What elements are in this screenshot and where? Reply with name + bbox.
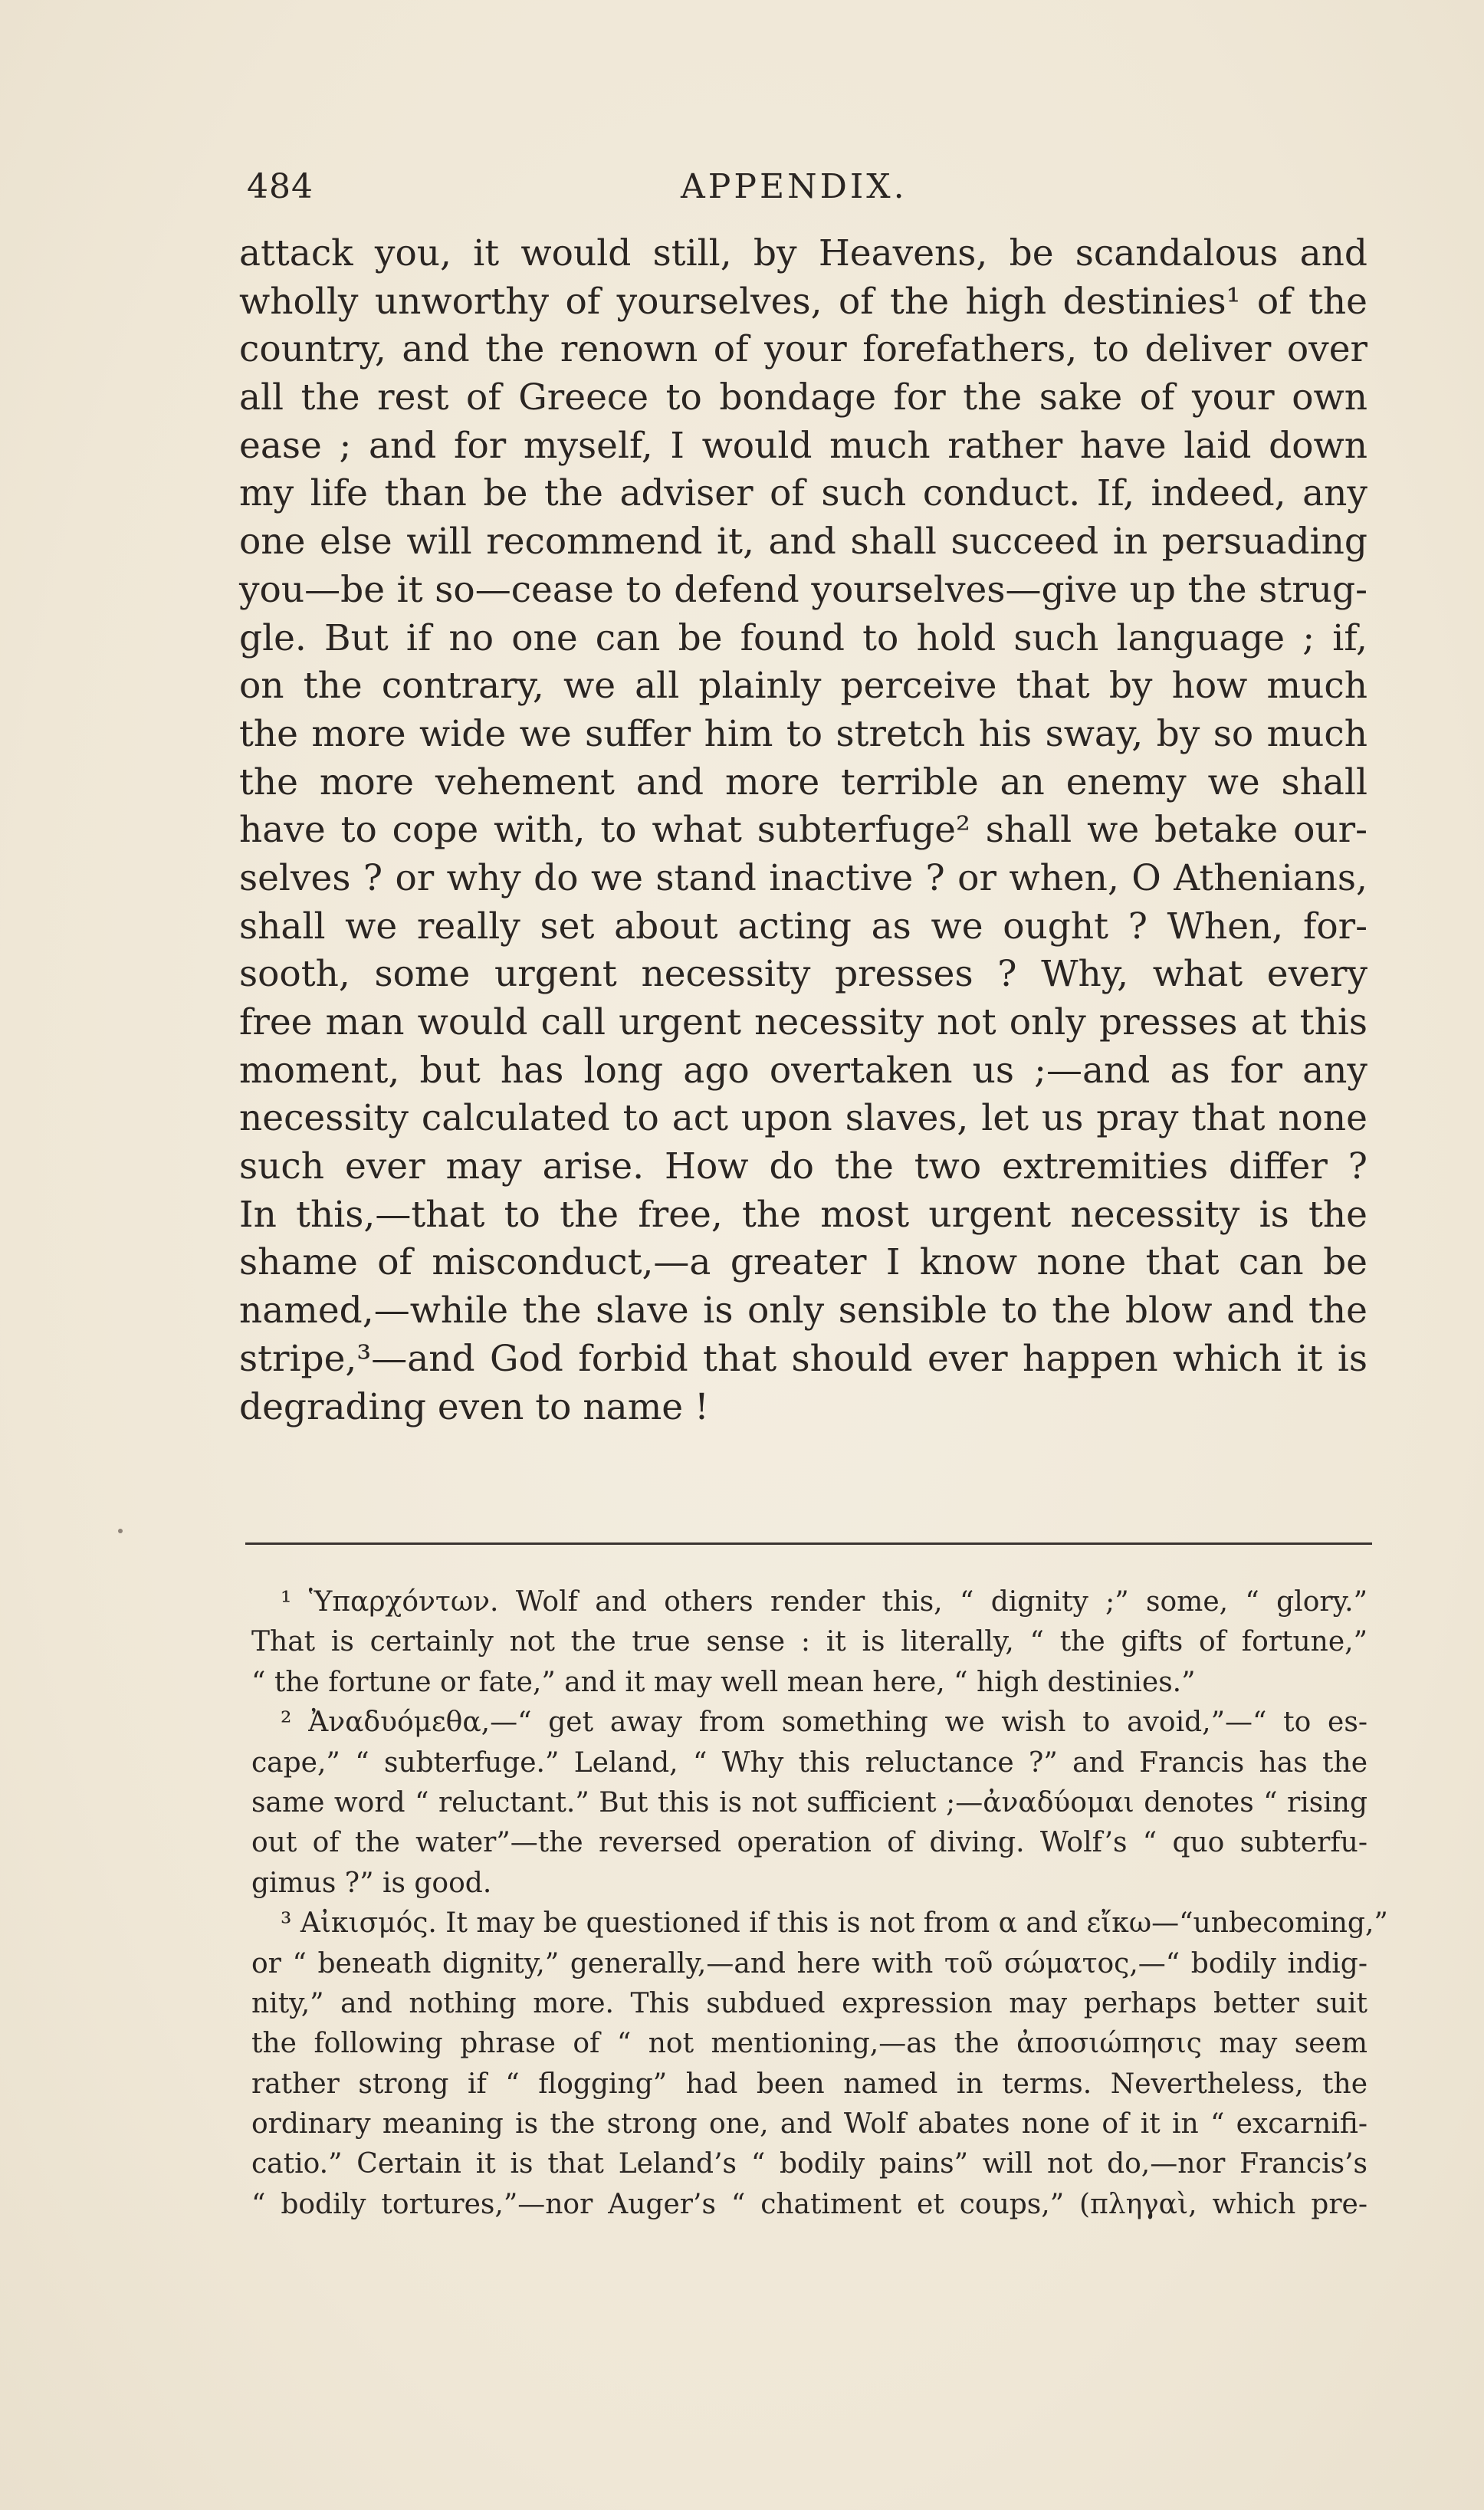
body-line: shall we really set about acting as we ought ? When, for- — [239, 905, 1367, 948]
footnote-line: same word “ reluctant.” But this is not sufficient ;—ἀναδύομαι denotes “ rising — [251, 1786, 1367, 1818]
body-line: moment, but has long ago overtaken us ;—and as for any — [239, 1049, 1367, 1092]
footnotes — [251, 1582, 1388, 2225]
body-line: In this,—that to the free, the most urgent necessity is the — [239, 1193, 1367, 1236]
footnote-line: “ the fortune or fate,” and it may well mean here, “ high destinies.” — [251, 1666, 1196, 1698]
footnote-line: ³ Αἰκισμός. It may be questioned if this is not from α and εἴκω—“unbecoming,” — [281, 1907, 1388, 1940]
page-header — [247, 167, 1243, 213]
body-line: free man would call urgent necessity not only presses at this — [239, 1001, 1367, 1043]
footnote-line: ¹ Ὑπαρχόντων. Wolf and others render this, “ dignity ;” some, “ glory.” — [281, 1586, 1367, 1618]
body-line: such ever may arise. How do the two extremities differ ? — [239, 1145, 1367, 1188]
footnote-line: catio.” Certain it is that Leland’s “ bodily pains” will not do,—nor Francis’s — [251, 2148, 1367, 2180]
footnote-line: That is certainly not the true sense : it is literally, “ the gifts of fortune,” — [251, 1626, 1367, 1658]
footnote-line: nity,” and nothing more. This subdued expression may perhaps better suit — [251, 1987, 1367, 2019]
footnote-line: the following phrase of “ not mentioning,—as the ἀποσιώπησις may seem — [251, 2028, 1367, 2060]
body-line: gle. But if no one can be found to hold such language ; if, — [239, 616, 1367, 659]
footnote-line: ordinary meaning is the strong one, and Wolf abates none of it in “ excarnifi- — [251, 2108, 1367, 2140]
running-head: APPENDIX. — [681, 167, 908, 206]
body-line: you—be it so—cease to defend yourselves—give up the strug- — [239, 568, 1367, 611]
body-line: degrading even to name ! — [239, 1385, 709, 1428]
body-line: ease ; and for myself, I would much rather have laid down — [239, 424, 1367, 467]
body-line: shame of misconduct,—a greater I know none that can be — [239, 1241, 1367, 1284]
body-line: one else will recommend it, and shall succeed in persuading — [239, 521, 1367, 563]
body-line: on the contrary, we all plainly perceive that by how much — [239, 665, 1367, 708]
footnote-line: rather strong if “ flogging” had been named in terms. Nevertheless, the — [251, 2068, 1367, 2100]
body-line: all the rest of Greece to bondage for the sake of your own — [239, 376, 1367, 419]
body-line: the more wide we suffer him to stretch his sway, by so much — [239, 712, 1367, 755]
body-line: necessity calculated to act upon slaves, let us pray that none — [239, 1097, 1367, 1140]
body-line: stripe,³—and God forbid that should ever happen which it is — [239, 1337, 1367, 1380]
body-line: selves ? or why do we stand inactive ? or when, O Athenians, — [239, 856, 1367, 899]
body-line: my life than be the adviser of such conduct. If, indeed, any — [239, 472, 1367, 515]
page-number: 484 — [247, 167, 314, 206]
footnote-line: gimus ?” is good. — [251, 1867, 492, 1899]
footnote-line: “ bodily tortures,”—nor Auger’s “ chatiment et coups,” (πληγαὶ, which pre- — [251, 2188, 1367, 2220]
footnote-line: or “ beneath dignity,” generally,—and here with τοῦ σώματος,—“ bodily indig- — [251, 1947, 1367, 1979]
body-line: the more vehement and more terrible an enemy we shall — [239, 761, 1367, 803]
footnote-line: ² Ἀναδυόμεθα,—“ get away from something we wish to avoid,”—“ to es- — [281, 1707, 1367, 1739]
body-line: attack you, it would still, by Heavens, be scandalous and — [239, 232, 1367, 274]
main-text — [239, 230, 1367, 1431]
body-line: have to cope with, to what subterfuge² shall we betake our- — [239, 809, 1367, 852]
paper-speck — [118, 1529, 123, 1533]
body-line: named,—while the slave is only sensible to the blow and the — [239, 1289, 1367, 1332]
body-line: sooth, some urgent necessity presses ? Why, what every — [239, 953, 1367, 996]
body-line: country, and the renown of your forefathers, to deliver over — [239, 328, 1367, 371]
body-line: wholly unworthy of yourselves, of the high destinies¹ of the — [239, 280, 1367, 323]
footnote-line: out of the water”—the reversed operation of diving. Wolf’s “ quo subterfu- — [251, 1827, 1367, 1859]
footnote-rule — [245, 1542, 1372, 1545]
footnote-line: cape,” “ subterfuge.” Leland, “ Why this reluctance ?” and Francis has the — [251, 1746, 1367, 1779]
